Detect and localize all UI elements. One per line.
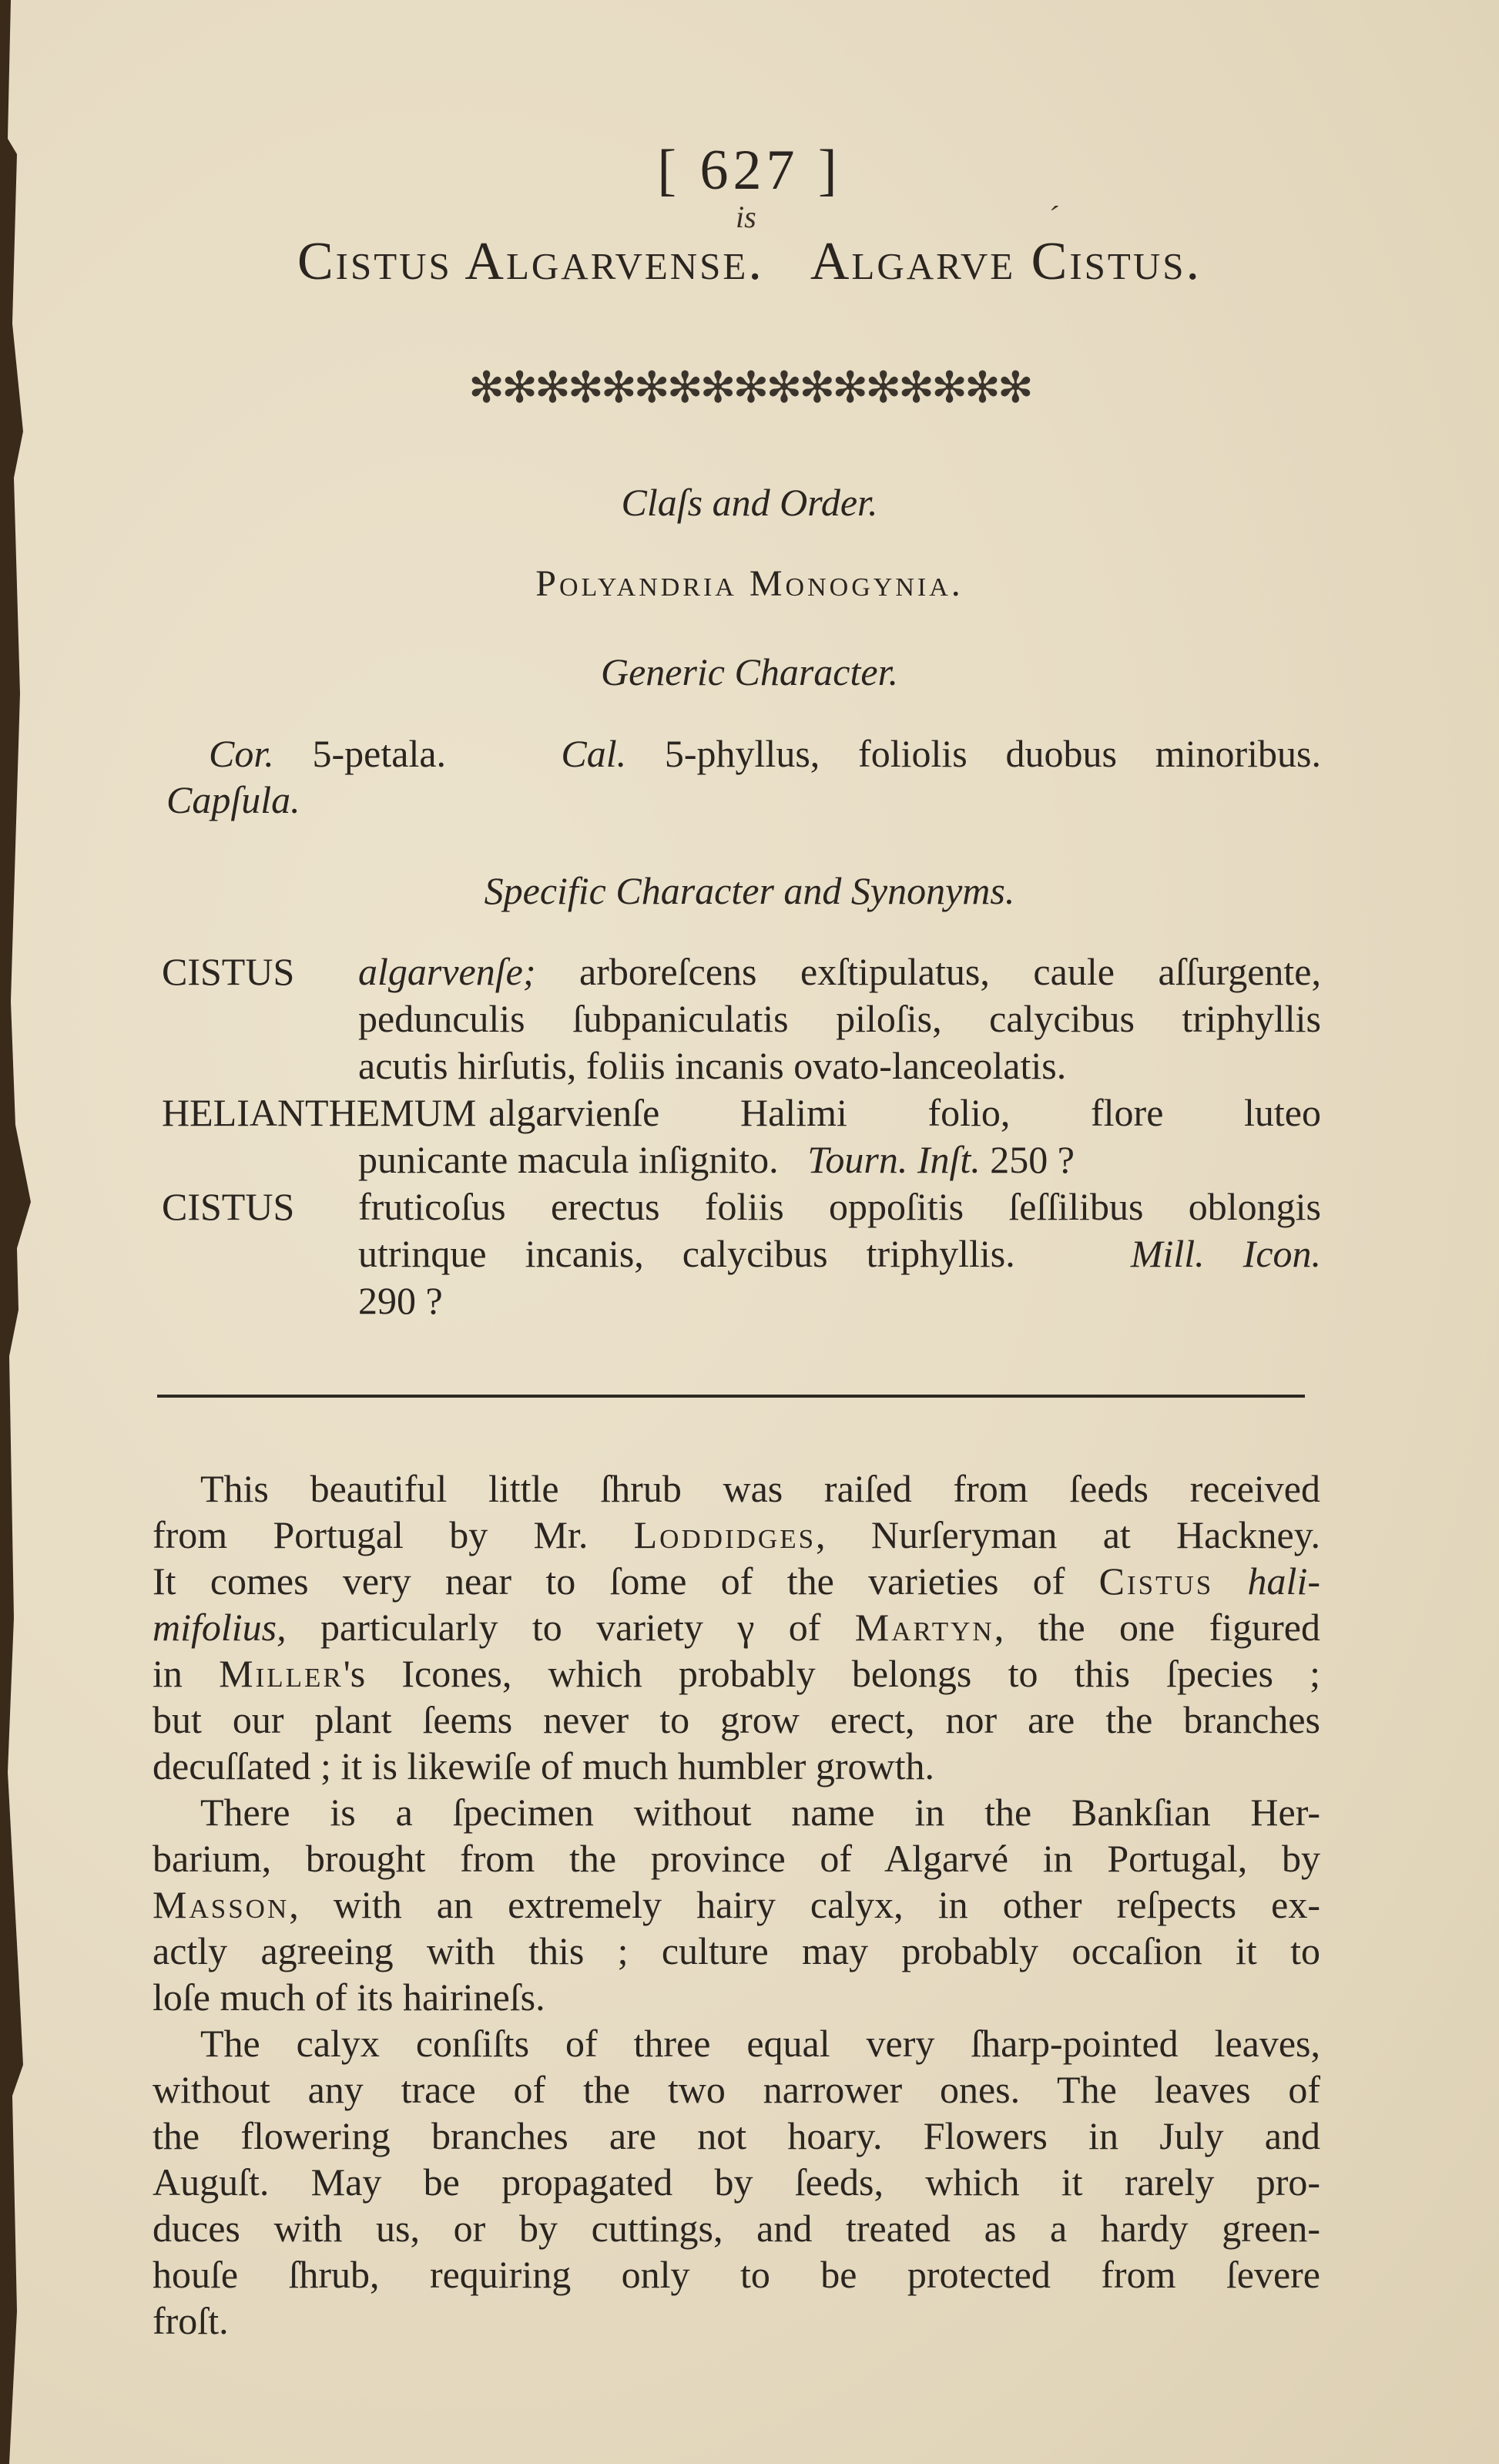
section-rule: [157, 1395, 1305, 1398]
text-line: [153, 1650, 1320, 1697]
text-line: [153, 1928, 1320, 1974]
ornament-divider: ✻✻✻✻✻✻✻✻✻✻✻✻✻✻✻✻✻: [468, 364, 1031, 412]
class-order-value: Polyandria Monogynia.: [535, 563, 964, 604]
handwritten-correction: is: [736, 200, 756, 234]
text-segment: from Portugal by Mr.: [153, 1513, 634, 1556]
text-line: [153, 2251, 1320, 2298]
text-segment: Miller: [219, 1652, 344, 1695]
text-line: [153, 1974, 1320, 2020]
text-segment: Mill. Icon.: [1130, 1232, 1322, 1275]
text-segment: , with an extremely hairy calyx, in other reſpects ex-: [289, 1883, 1320, 1926]
text-segment: actly agreeing with this ; culture may probably occaſion it to: [153, 1929, 1320, 1972]
text-segment: 's Icones, which probably belongs to this ſpecies ;: [343, 1652, 1320, 1695]
text-line: [153, 1882, 1320, 1928]
text-segment: barium, brought from the province of Algarvé in Portugal, by: [153, 1837, 1320, 1880]
text-segment: Cal.: [561, 732, 627, 775]
text-line: [166, 777, 1321, 823]
text-segment: fruticoſus erectus foliis oppoſitis ſeſſilibus oblongis: [358, 1185, 1321, 1228]
specific-character-heading: Specific Character and Synonyms.: [484, 869, 1015, 912]
text-segment: , the one figured: [994, 1606, 1320, 1649]
text-segment: punicante macula inſignito.: [358, 1138, 808, 1181]
text-segment: Auguſt. May be propagated by ſeeds, which it rarely pro-: [153, 2160, 1320, 2204]
text-segment: Loddidges: [633, 1513, 817, 1556]
text-segment: acutis hirſutis, foliis incanis ovato-lanceolatis.: [358, 1044, 1067, 1087]
text-segment: froſt.: [153, 2299, 229, 2342]
synonym-genus: CISTUS: [162, 1185, 295, 1228]
text-segment: Martyn: [854, 1606, 994, 1649]
text-line: [153, 2205, 1320, 2251]
generic-character-heading: Generic Character.: [600, 650, 899, 693]
synonym-text: [358, 1183, 1321, 1230]
text-segment: Tourn. Inſt.: [807, 1138, 981, 1181]
text-line: [153, 1789, 1320, 1835]
synonym-text: [358, 948, 1321, 995]
text-segment: the flowering branches are not hoary. Flowers in July and: [153, 2114, 1320, 2157]
text-line: [153, 1743, 1320, 1789]
title-latin-name: Cistus Algarvense.: [297, 232, 764, 291]
text-segment: duces with us, or by cuttings, and treated as a hardy green-: [153, 2207, 1320, 2250]
text-segment: but our plant ſeems never to grow erect, nor are the branches: [153, 1698, 1320, 1741]
synonym-text: [358, 1136, 1321, 1183]
text-segment: utrinque incanis, calycibus triphyllis.: [358, 1232, 1131, 1275]
text-segment: pedunculis ſubpaniculatis piloſis, calycibus triphyllis: [358, 997, 1321, 1040]
text-segment: decuſſated ; it is likewiſe of much humbler growth.: [153, 1744, 935, 1788]
text-line: [153, 1512, 1320, 1558]
text-segment: algarvienſe Halimi folio, flore luteo: [488, 1091, 1321, 1134]
synonym-line: [162, 1277, 1321, 1324]
synonyms-list: [162, 948, 1321, 1324]
synonym-text: [358, 1230, 1321, 1277]
text-segment: This beautiful little ſhrub was raiſed from ſeeds received: [200, 1467, 1320, 1510]
text-line: [153, 1835, 1320, 1882]
text-segment: particularly to variety γ of: [286, 1606, 855, 1649]
text-line: [153, 2020, 1320, 2066]
text-segment: , Nurſeryman at Hackney.: [816, 1513, 1320, 1556]
text-segment: hali-: [1213, 1559, 1320, 1603]
title-common-name: Algarve Cistus.: [810, 232, 1202, 291]
paragraph: [153, 2020, 1320, 2344]
synonym-line: [162, 948, 1321, 995]
text-segment: 5-phyllus, foliolis duobus minoribus.: [626, 732, 1321, 775]
text-segment: Capſula.: [166, 778, 300, 821]
text-segment: The calyx conſiſts of three equal very ſharp-pointed leaves,: [200, 2022, 1320, 2065]
synonym-genus: CISTUS: [162, 950, 295, 993]
text-segment: Cistus: [1098, 1559, 1214, 1603]
text-line: [153, 2298, 1320, 2344]
text-segment: There is a ſpecimen without name in the Bankſian Her-: [200, 1791, 1320, 1834]
text-line: [153, 2159, 1320, 2205]
page-number: [ 627 ]: [657, 139, 842, 202]
text-line: [153, 1604, 1320, 1650]
text-segment: mifolius,: [153, 1606, 287, 1649]
handwritten-accent: ´: [1048, 200, 1058, 234]
text-line: [153, 2113, 1320, 2159]
synonym-line: [162, 1136, 1321, 1183]
synonym-line: [162, 1183, 1321, 1230]
text-segment: algarvenſe;: [358, 950, 536, 993]
text-segment: Masson: [153, 1883, 290, 1926]
class-order-heading: Claſs and Order.: [621, 481, 878, 524]
text-line: [153, 1697, 1320, 1743]
paragraph: [153, 1465, 1320, 1789]
synonym-line: [162, 1230, 1321, 1277]
synonym-text: [358, 995, 1321, 1042]
synonym-line: [162, 1042, 1321, 1089]
text-line: [153, 1558, 1320, 1604]
synonym-text: [358, 1277, 1321, 1324]
text-segment: houſe ſhrub, requiring only to be protected from ſevere: [153, 2253, 1320, 2296]
generic-character-text: [166, 730, 1321, 823]
paragraph: [153, 1789, 1320, 2020]
synonym-text: [358, 1042, 1321, 1089]
synonym-line: [162, 995, 1321, 1042]
synonym-text: [488, 1089, 1321, 1136]
text-segment: loſe much of its hairineſs.: [153, 1976, 545, 2019]
text-segment: without any trace of the two narrower ones. The leaves of: [153, 2068, 1320, 2111]
synonym-genus: HELIANTHEMUM: [162, 1091, 477, 1134]
text-segment: arboreſcens exſtipulatus, caule aſſurgente,: [535, 950, 1321, 993]
text-segment: It comes very near to ſome of the varieties of: [153, 1559, 1099, 1603]
text-segment: 250 ?: [980, 1138, 1075, 1181]
text-segment: 290 ?: [358, 1279, 443, 1322]
synonym-line: [162, 1089, 1321, 1136]
text-line: [166, 730, 1321, 777]
page-title: [0, 234, 1499, 290]
text-segment: in: [153, 1652, 220, 1695]
text-segment: 5-petala.: [273, 732, 562, 775]
text-line: [153, 2066, 1320, 2113]
description-body: [153, 1465, 1320, 2344]
text-segment: Cor.: [209, 732, 274, 775]
text-line: [153, 1465, 1320, 1512]
